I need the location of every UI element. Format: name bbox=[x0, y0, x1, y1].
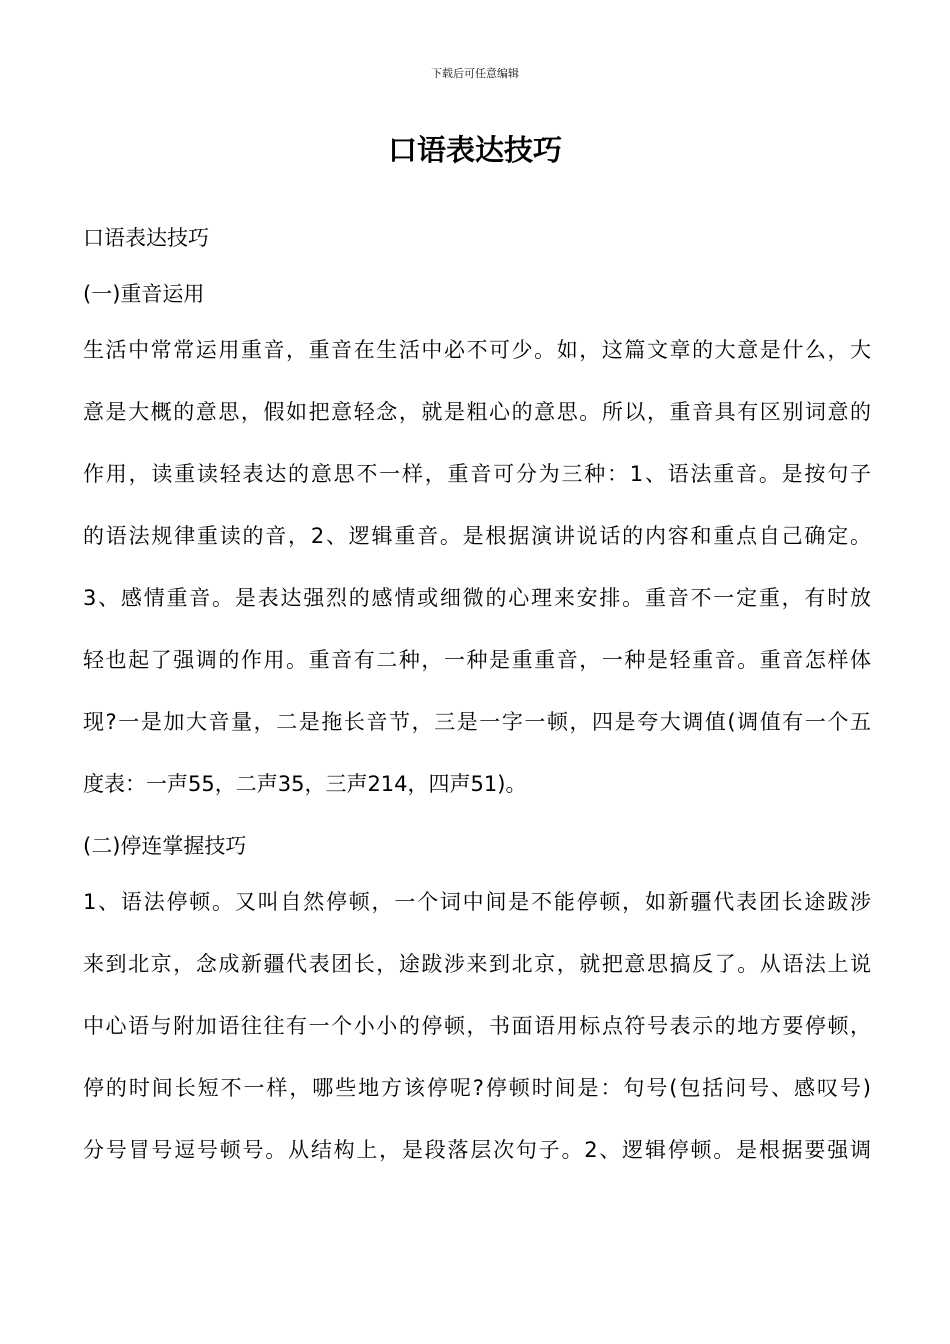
paragraph-line: 轻也起了强调的作用。重音有二种，一种是重重音，一种是轻重音。重音怎样体 bbox=[83, 648, 871, 672]
paragraph-line: 生活中常常运用重音，重音在生活中必不可少。如，这篇文章的大意是什么，大 bbox=[83, 338, 871, 362]
document-title: 口语表达技巧 bbox=[387, 133, 562, 167]
paragraph-line: 3、感情重音。是表达强烈的感情或细微的心理来安排。重音不一定重，有时放 bbox=[83, 586, 871, 610]
section-heading-2: (二)停连掌握技巧 bbox=[83, 834, 247, 858]
paragraph-line: 停的时间长短不一样，哪些地方该停呢?停顿时间是：句号(包括问号、感叹号) bbox=[83, 1076, 871, 1100]
paragraph-line: 来到北京，念成新疆代表团长，途跋涉来到北京，就把意思搞反了。从语法上说 bbox=[83, 952, 871, 976]
document-body bbox=[83, 220, 873, 1194]
paragraph-line: 度表：一声55，二声35，三声214，四声51)。 bbox=[83, 772, 527, 796]
paragraph-line: 1、语法停顿。又叫自然停顿，一个词中间是不能停顿，如新疆代表团长途跋涉 bbox=[83, 890, 871, 914]
paragraph-line: 意是大概的意思，假如把意轻念，就是粗心的意思。所以，重音具有区别词意的 bbox=[83, 400, 871, 424]
page-header-note: 下载后可任意编辑 bbox=[431, 67, 519, 80]
section-heading-1: (一)重音运用 bbox=[83, 282, 205, 306]
paragraph-line: 中心语与附加语往往有一个小小的停顿，书面语用标点符号表示的地方要停顿， bbox=[83, 1014, 871, 1038]
paragraph-line: 的语法规律重读的音，2、逻辑重音。是根据演讲说话的内容和重点自己确定。 bbox=[83, 524, 871, 548]
paragraph-line: 现?一是加大音量，二是拖长音节，三是一字一顿，四是夸大调值(调值有一个五 bbox=[83, 710, 871, 734]
paragraph-line: 作用，读重读轻表达的意思不一样，重音可分为三种：1、语法重音。是按句子 bbox=[83, 462, 871, 486]
paragraph-line: 分号冒号逗号顿号。从结构上，是段落层次句子。2、逻辑停顿。是根据要强调 bbox=[83, 1138, 871, 1162]
subtitle: 口语表达技巧 bbox=[83, 226, 209, 250]
